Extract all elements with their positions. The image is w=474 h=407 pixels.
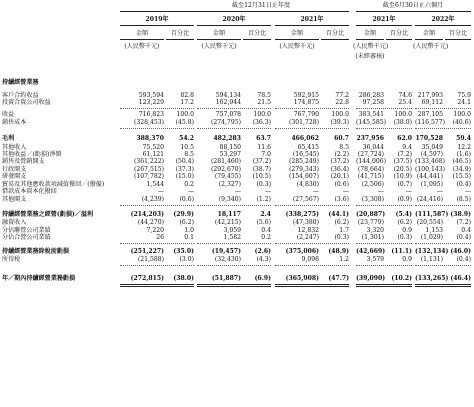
year-2020: 2020年: [222, 16, 246, 23]
cell-value: 9,098: [301, 256, 319, 263]
cell-value: (279,343): [289, 166, 319, 173]
col-rule: [415, 39, 443, 40]
cell-value: 100.0: [176, 111, 194, 118]
subtotal-rule: [275, 128, 349, 129]
cell-value: (292,670): [211, 166, 241, 173]
cell-value: (4,597): [420, 151, 443, 158]
row-label: 持續經營業務除稅前虧損: [2, 248, 70, 255]
cell-value: 7.0: [261, 151, 271, 158]
cell-value: (11.1): [391, 248, 412, 255]
cell-value: (20.1): [330, 173, 349, 180]
cell-value: (6.2): [334, 219, 349, 226]
cell-value: (5.4): [395, 211, 412, 218]
subtotal-rule: [197, 108, 271, 109]
subtotal-rule: [120, 108, 194, 109]
cell-value: 24.1: [457, 99, 471, 106]
cell-value: —: [342, 188, 349, 195]
col-rule: [321, 39, 349, 40]
row-label: 分佔聯營公司業績: [2, 227, 51, 234]
cell-value: (8.5): [456, 196, 471, 203]
total-double-rule: [415, 284, 471, 285]
row-label: 貿易及其他應收款項減值撥回／(撥備): [2, 181, 105, 188]
row-label: 借款成本資本化撥回: [2, 188, 57, 195]
row-label: 投資合資公司收益: [2, 99, 51, 106]
cell-value: (20.5): [393, 166, 412, 173]
cell-value: 0.1: [184, 234, 194, 241]
cell-value: (214,203): [130, 211, 164, 218]
cell-value: 97,258: [362, 99, 384, 106]
cell-value: (328,453): [134, 119, 164, 126]
total-double-rule: [120, 284, 194, 285]
cell-value: (154,607): [289, 173, 319, 180]
cell-value: (27,567): [292, 196, 319, 203]
cell-value: 388,370: [136, 135, 164, 142]
cell-value: —: [234, 188, 241, 195]
cell-value: (0.3): [334, 234, 349, 241]
cell-value: 65,415: [297, 144, 319, 151]
cell-value: (251,227): [130, 248, 164, 255]
cell-value: (44,270): [137, 219, 164, 226]
subtotal-rule: [356, 205, 412, 206]
cell-value: (3.6): [334, 196, 349, 203]
cell-value: (44.1): [328, 211, 349, 218]
cell-value: (0.9): [397, 196, 412, 203]
cell-value: (133,265): [415, 275, 449, 282]
year-2022-interim: 2022年: [431, 16, 455, 23]
cell-value: (116,577): [415, 119, 445, 126]
cell-value: 466,062: [291, 135, 319, 142]
cell-value: 35,049: [421, 144, 443, 151]
year-rule: [120, 25, 194, 26]
cell-value: (4,239): [141, 196, 164, 203]
amount-label: 金額: [212, 30, 226, 37]
header-rule-annual: [120, 11, 349, 12]
cell-value: (0.4): [456, 234, 471, 241]
cell-value: (50.4): [175, 158, 194, 165]
cell-value: (39,090): [356, 275, 386, 282]
cell-value: 757,078: [215, 111, 241, 118]
cell-value: 18,117: [217, 211, 241, 218]
cell-value: (42,215): [214, 219, 241, 226]
subtotal-rule: [356, 128, 412, 129]
cell-value: (338,275): [285, 211, 319, 218]
cell-value: (132,134): [415, 248, 449, 255]
cell-value: 77.2: [335, 92, 349, 99]
cell-value: 174,875: [293, 99, 319, 106]
cell-value: (2.2): [334, 151, 349, 158]
cell-value: (0.6): [179, 196, 194, 203]
row-label: 其他收入: [2, 144, 27, 151]
cell-value: 22.8: [335, 99, 349, 106]
total-double-rule: [356, 286, 412, 287]
cell-value: 62.0: [397, 135, 412, 142]
cell-value: 123,229: [138, 99, 164, 106]
cell-value: —: [187, 188, 194, 195]
cell-value: 0.2: [184, 181, 194, 188]
cell-value: (21,588): [137, 256, 164, 263]
cell-value: —: [312, 188, 319, 195]
row-label: 客戶合約收益: [2, 92, 39, 99]
cell-value: 592,915: [293, 92, 319, 99]
cell-value: 2.4: [260, 211, 271, 218]
cell-value: (1,029): [420, 234, 443, 241]
cell-value: (144,006): [356, 158, 386, 165]
cell-value: (16,545): [292, 151, 319, 158]
subtotal-rule: [275, 265, 349, 266]
col-rule: [275, 39, 319, 40]
cell-value: 383,541: [358, 111, 384, 118]
year-2019: 2019年: [145, 16, 169, 23]
row-label: 其他開支: [2, 196, 27, 203]
cell-value: 88,150: [219, 144, 241, 151]
total-double-rule: [275, 286, 349, 287]
cell-value: (20,887): [356, 211, 386, 218]
cell-value: 74.6: [398, 92, 412, 99]
row-label: 其他收益／(虧損)淨額: [2, 151, 62, 158]
cell-value: 0.9: [402, 227, 412, 234]
pct-label: 百分比: [247, 30, 267, 37]
cell-value: (29.9): [173, 211, 194, 218]
cell-value: (42,669): [356, 248, 386, 255]
cell-value: 100.0: [331, 111, 349, 118]
cell-value: 61,121: [142, 151, 164, 158]
cell-value: (38.0): [173, 275, 194, 282]
cell-value: (38.0): [393, 119, 412, 126]
cell-value: 1.2: [339, 256, 349, 263]
cell-value: (267,515): [134, 166, 164, 173]
subtotal-rule: [120, 265, 194, 266]
subtotal-rule: [356, 265, 412, 266]
cell-value: (107,782): [134, 173, 164, 180]
cell-value: (1,301): [361, 234, 384, 241]
cell-value: (15.5): [452, 173, 471, 180]
amount-label: 金額: [135, 30, 149, 37]
cell-value: (36.4): [330, 166, 349, 173]
cell-value: 59.4: [456, 135, 471, 142]
year-rule: [275, 25, 349, 26]
cell-value: (0.6): [334, 181, 349, 188]
cell-value: (111,587): [415, 211, 449, 218]
cell-value: (365,908): [285, 275, 319, 282]
pct-label: 百分比: [170, 30, 190, 37]
cell-value: 75,520: [142, 144, 164, 151]
cell-value: (6.2): [397, 219, 412, 226]
cell-value: (2.6): [254, 248, 271, 255]
cell-value: 9.4: [402, 144, 412, 151]
cell-value: 237,956: [356, 135, 384, 142]
cell-value: 716,823: [138, 111, 164, 118]
cell-value: (1,095): [420, 181, 443, 188]
col-rule: [166, 39, 194, 40]
cell-value: 162,944: [215, 99, 241, 106]
row-label: 毛利: [2, 135, 15, 142]
cell-value: 17.2: [180, 99, 194, 106]
unit-label: (人民幣千元): [353, 43, 389, 50]
cell-value: (4,830): [296, 181, 319, 188]
total-double-rule: [415, 286, 471, 287]
amount-label: 金額: [290, 30, 304, 37]
cell-value: (2,506): [361, 181, 384, 188]
cell-value: (46.4): [450, 275, 471, 282]
pct-label: 百分比: [325, 30, 345, 37]
cell-value: (0.3): [256, 181, 271, 188]
cell-value: (1.6): [456, 151, 471, 158]
cell-value: (48.9): [328, 248, 349, 255]
col-rule: [120, 39, 164, 40]
year-rule: [356, 25, 412, 26]
cell-value: (20,554): [416, 219, 443, 226]
total-double-rule: [275, 284, 349, 285]
cell-value: 1,582: [223, 234, 241, 241]
cell-value: 8.5: [184, 151, 194, 158]
cell-value: 69,112: [421, 99, 443, 106]
row-label: 持續經營業務之經營(虧損)／溢利: [2, 211, 94, 218]
unit-label: (人民幣千元): [201, 43, 237, 50]
cell-value: 60.7: [334, 135, 349, 142]
subtotal-rule: [415, 108, 471, 109]
cell-value: (361,222): [134, 158, 164, 165]
cell-value: (47,380): [292, 219, 319, 226]
cell-value: (6.9): [254, 275, 271, 282]
cell-value: (3.0): [179, 256, 194, 263]
cell-value: (47.7): [328, 275, 349, 282]
cell-value: 53,297: [219, 151, 241, 158]
cell-value: 10.5: [180, 144, 194, 151]
row-label: 持續經營業務: [2, 79, 39, 86]
col-rule: [243, 39, 271, 40]
cell-value: —: [405, 188, 412, 195]
cell-value: 0.9: [402, 256, 412, 263]
subtotal-rule: [415, 128, 471, 129]
subtotal-rule: [197, 243, 271, 244]
year-rule: [197, 25, 271, 26]
cell-value: —: [264, 188, 271, 195]
subtotal-rule: [356, 243, 412, 244]
cell-value: (7.2): [397, 151, 412, 158]
row-label: 所得稅: [2, 256, 21, 263]
row-label: 研發開支: [2, 173, 27, 180]
cell-value: (38.9): [450, 211, 471, 218]
cell-value: (7.2): [456, 219, 471, 226]
cell-value: (38.7): [252, 166, 271, 173]
unit-label: (人民幣千元): [413, 43, 449, 50]
subtotal-rule: [120, 243, 194, 244]
cell-value: 286,283: [358, 92, 384, 99]
cell-value: (4.3): [256, 256, 271, 263]
cell-value: 1.7: [339, 227, 349, 234]
subtotal-rule: [120, 128, 194, 129]
cell-value: (79,455): [214, 173, 241, 180]
cell-value: (281,460): [211, 158, 241, 165]
cell-value: 12.2: [457, 144, 471, 151]
year-2021-interim: 2021年: [372, 16, 396, 23]
row-label: 行政開支: [2, 166, 27, 173]
row-label: 收益: [2, 111, 15, 118]
total-double-rule: [197, 284, 271, 285]
cell-value: 287,105: [417, 111, 443, 118]
cell-value: (0.3): [397, 234, 412, 241]
cell-value: —: [464, 188, 471, 195]
cell-value: 8.5: [339, 144, 349, 151]
cell-value: (39.3): [330, 119, 349, 126]
cell-value: 100.0: [253, 111, 271, 118]
cell-value: (27,724): [357, 151, 384, 158]
cell-value: 1,544: [146, 181, 164, 188]
cell-value: 482,283: [213, 135, 241, 142]
cell-value: 767,790: [293, 111, 319, 118]
cell-value: (145,585): [356, 119, 386, 126]
pct-label: 百分比: [389, 30, 409, 37]
cell-value: (78,664): [357, 166, 384, 173]
cell-value: 25.4: [398, 99, 412, 106]
cell-value: (0.4): [456, 256, 471, 263]
row-label: 銷售及營銷開支: [2, 158, 45, 165]
total-double-rule: [120, 286, 194, 287]
cell-value: (23,779): [357, 219, 384, 226]
cell-value: (41,715): [357, 173, 384, 180]
cell-value: 0.4: [261, 227, 271, 234]
cell-value: (5.6): [256, 219, 271, 226]
row-label: 銷售成本: [2, 119, 27, 126]
unit-label: (人民幣千元): [124, 43, 160, 50]
cell-value: (15.0): [175, 173, 194, 180]
cell-value: (37.2): [330, 158, 349, 165]
cell-value: (37.3): [175, 166, 194, 173]
cell-value: (272,815): [130, 275, 164, 282]
cell-value: 63.7: [256, 135, 271, 142]
cell-value: 12,832: [297, 227, 319, 234]
subtotal-rule: [275, 205, 349, 206]
row-label: 融資收入: [2, 219, 27, 226]
subtotal-rule: [275, 108, 349, 109]
cell-value: 75.9: [457, 92, 471, 99]
cell-value: (51,887): [211, 275, 241, 282]
total-double-rule: [356, 284, 412, 285]
cell-value: 100.0: [453, 111, 471, 118]
cell-value: (37.2): [252, 158, 271, 165]
cell-value: (2,247): [296, 234, 319, 241]
header-group-interim: 截至6月30日止六個月: [382, 2, 444, 9]
cell-value: 593,594: [138, 92, 164, 99]
subtotal-rule: [356, 108, 412, 109]
amount-label: 金額: [422, 30, 436, 37]
row-label: 分佔合營公司業績: [2, 234, 51, 241]
col-rule: [445, 39, 471, 40]
subtotal-rule: [197, 128, 271, 129]
cell-value: (301,728): [289, 119, 319, 126]
cell-value: (1.2): [256, 196, 271, 203]
cell-value: (40.6): [452, 119, 471, 126]
cell-value: (37.5): [393, 158, 412, 165]
col-rule: [356, 39, 384, 40]
cell-value: (32,430): [214, 256, 241, 263]
cell-value: (0.7): [397, 181, 412, 188]
total-double-rule: [197, 286, 271, 287]
cell-value: (24,416): [416, 196, 443, 203]
pct-label: 百分比: [448, 30, 468, 37]
cell-value: (285,249): [289, 158, 319, 165]
cell-value: 36,044: [362, 144, 384, 151]
subtotal-rule: [197, 265, 271, 266]
cell-value: (46.5): [452, 158, 471, 165]
cell-value: (36.3): [252, 119, 271, 126]
col-rule: [386, 39, 412, 40]
subtotal-rule: [275, 243, 349, 244]
header-rule-interim: [356, 11, 471, 12]
unaudited-label: (未經審核): [355, 53, 385, 60]
subtotal-rule: [415, 243, 471, 244]
cell-value: 1,153: [425, 227, 443, 234]
cell-value: 170,528: [415, 135, 443, 142]
cell-value: (45.8): [175, 119, 194, 126]
cell-value: —: [436, 188, 443, 195]
row-label: 年／期內持續經營業務虧損: [2, 275, 76, 282]
cell-value: 82.8: [180, 92, 194, 99]
year-2021: 2021年: [300, 16, 324, 23]
cell-value: 78.5: [257, 92, 271, 99]
col-rule: [197, 39, 241, 40]
subtotal-rule: [120, 205, 194, 206]
cell-value: (133,468): [415, 158, 445, 165]
cell-value: (44,441): [416, 173, 443, 180]
cell-value: (46.0): [450, 248, 471, 255]
cell-value: (1,131): [420, 256, 443, 263]
cell-value: (34.9): [452, 166, 471, 173]
cell-value: 7,220: [146, 227, 164, 234]
cell-value: 100.0: [394, 111, 412, 118]
cell-value: (6.2): [179, 219, 194, 226]
cell-value: (10.2): [391, 275, 412, 282]
cell-value: 11.6: [257, 144, 271, 151]
cell-value: 3,579: [366, 256, 384, 263]
subtotal-rule: [415, 265, 471, 266]
cell-value: 594,134: [215, 92, 241, 99]
cell-value: 54.2: [179, 135, 194, 142]
cell-value: 0.4: [461, 227, 471, 234]
cell-value: 3,320: [366, 227, 384, 234]
cell-value: (3,308): [361, 196, 384, 203]
cell-value: 26: [156, 234, 164, 241]
subtotal-rule: [197, 205, 271, 206]
cell-value: (10.9): [393, 173, 412, 180]
amount-label: 金額: [363, 30, 377, 37]
cell-value: (274,795): [211, 119, 241, 126]
cell-value: —: [377, 188, 384, 195]
year-rule: [415, 25, 471, 26]
unit-label: (人民幣千元): [279, 43, 315, 50]
cell-value: (2,327): [218, 181, 241, 188]
cell-value: —: [157, 188, 164, 195]
cell-value: (100,143): [415, 166, 445, 173]
cell-value: (10.5): [252, 173, 271, 180]
subtotal-rule: [415, 205, 471, 206]
cell-value: 21.5: [257, 99, 271, 106]
cell-value: 3,059: [223, 227, 241, 234]
cell-value: 0.2: [261, 234, 271, 241]
cell-value: (35.0): [173, 248, 194, 255]
cell-value: 217,993: [417, 92, 443, 99]
cell-value: (9,340): [218, 196, 241, 203]
cell-value: 1.0: [184, 227, 194, 234]
cell-value: (0.4): [456, 181, 471, 188]
cell-value: (375,006): [285, 248, 319, 255]
header-group-annual: 截至12月31日止年度: [231, 2, 291, 9]
cell-value: (19,457): [211, 248, 241, 255]
